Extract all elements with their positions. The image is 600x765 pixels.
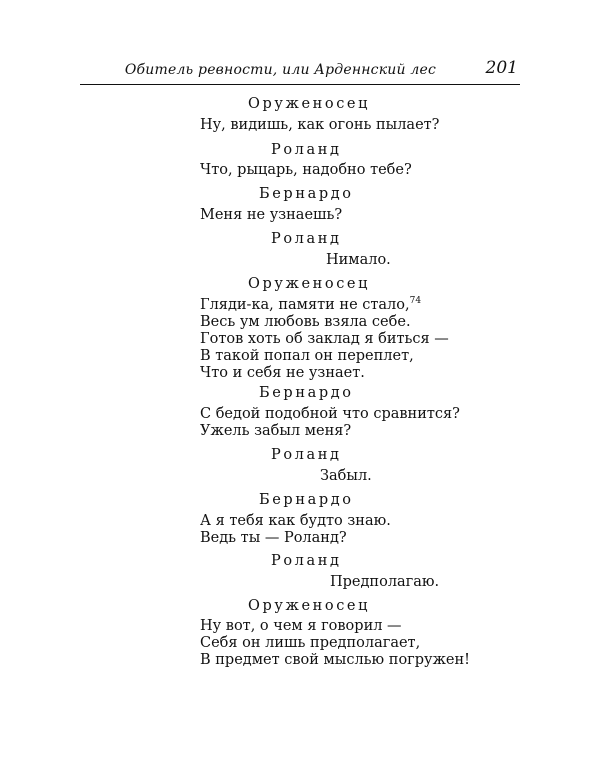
speaker-name: Оруженосец [248,598,371,614]
verse-line: Ну, видишь, как огонь пылает? [200,117,440,133]
verse-line: Себя он лишь предполагает, [200,635,421,651]
verse-line: Меня не узнаешь? [200,207,343,223]
verse-line: Что, рыцарь, надобно тебе? [200,162,412,178]
running-header [80,58,520,85]
speaker-name: Роланд [271,447,342,463]
verse-line: А я тебя как будто знаю. [200,513,391,529]
verse-line-text: Гляди-ка, памяти не стало, [200,297,410,313]
verse-line: В предмет свой мыслью погружен! [200,652,470,668]
speaker-name: Бернардо [259,385,354,401]
speaker-name: Оруженосец [248,96,371,112]
verse-line: Ну вот, о чем я говорил — [200,618,402,634]
speaker-name: Оруженосец [248,276,371,292]
verse-line: Забыл. [320,468,372,484]
verse-line: В такой попал он переплет, [200,348,414,364]
verse-line [200,296,421,314]
speaker-name: Бернардо [259,492,354,508]
verse-line: Весь ум любовь взяла себе. [200,314,411,330]
verse-line: Готов хоть об заклад я биться — [200,331,449,347]
verse-line: Предполагаю. [330,574,440,590]
verse-line: Ужель забыл меня? [200,423,352,439]
verse-line: Ведь ты — Роланд? [200,530,347,546]
page-number: 201 [485,58,518,78]
speaker-name: Роланд [271,553,342,569]
speaker-name: Бернардо [259,186,354,202]
speaker-name: Роланд [271,231,342,247]
verse-line: Что и себя не узнает. [200,365,365,381]
verse-line: Нимало. [326,252,391,268]
verse-line: С бедой подобной что сравнится? [200,406,460,422]
running-title: Обитель ревности, или Арденнский лес [124,62,436,78]
speaker-name: Роланд [271,142,342,158]
footnote-marker: 74 [409,296,422,306]
